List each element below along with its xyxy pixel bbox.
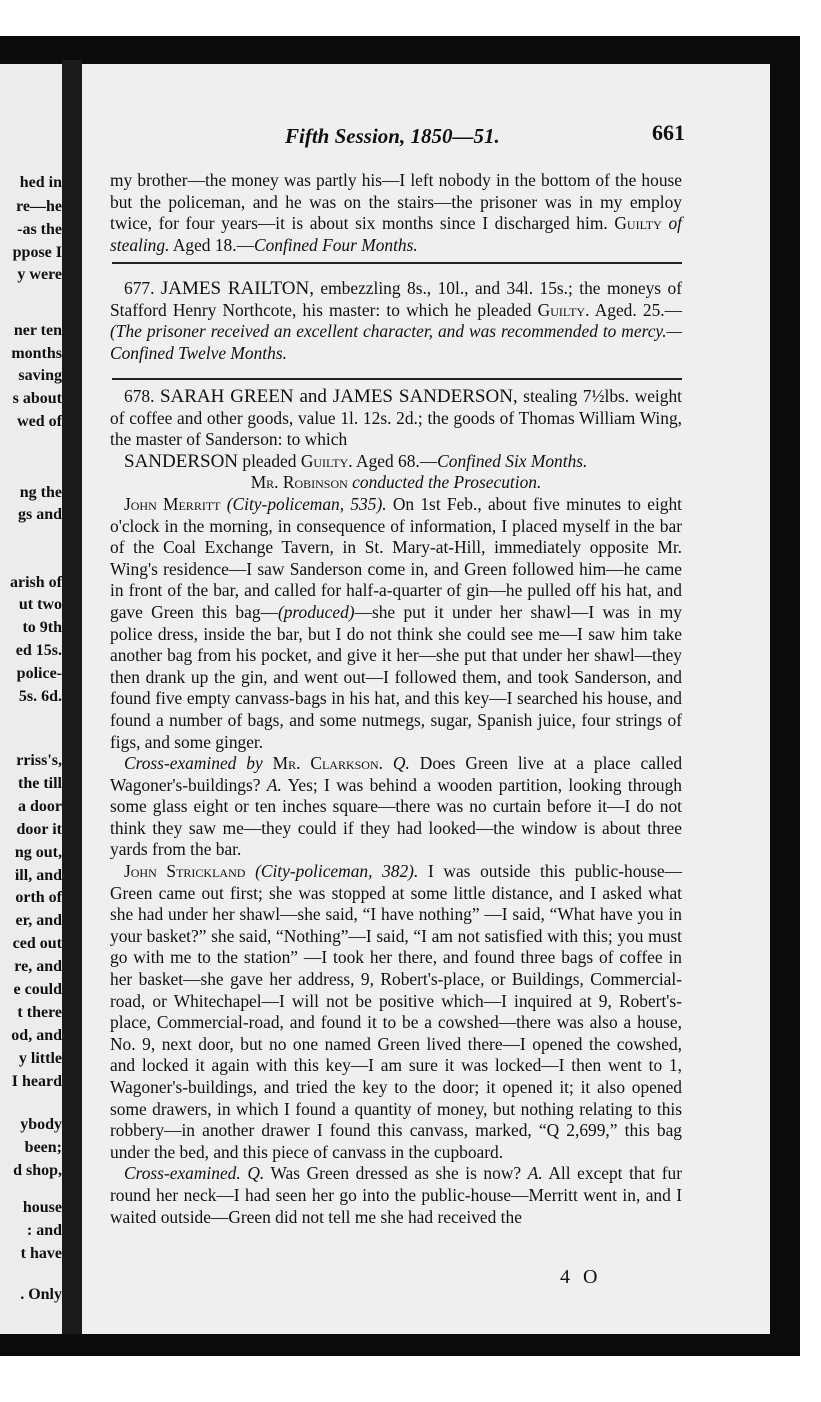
case-676-sentence: Confined Four Months. (253, 234, 418, 255)
case-divider (112, 262, 682, 264)
cross-exam-label-2: Cross-examined. (124, 1163, 241, 1184)
case-677-note: (The prisoner received an excellent character, and was recommended to mercy.—Confined Twelve Months. (110, 321, 682, 363)
case-divider (112, 378, 682, 380)
facing-page-fragment: ng out, (14, 844, 62, 861)
case-677-age: Aged. 25.— (594, 299, 683, 320)
cross-exam-label: Cross-examined by (124, 753, 263, 774)
cross-exam-answer: Yes; I was behind a wooden partition, looking through some glass eight or ten inches square—there was no curtain before it—I do not think they saw me—they could if they had looked—the window is about three yards from the bar. (110, 774, 682, 860)
scan-shadow-top (0, 36, 800, 64)
case-678-number: 678. (124, 386, 155, 406)
session-title: Fifth Session, 1850—51. (285, 124, 500, 148)
facing-page-fragment: re—he (16, 198, 62, 215)
case-678-plea: Guilty. (300, 450, 353, 471)
facing-page-fragment: door it (16, 821, 62, 838)
facing-page-fragment: wed of (17, 413, 62, 430)
produced-note: (produced) (277, 601, 355, 622)
case-677-number: 677. (124, 278, 155, 298)
answer-marker-2: A. (527, 1163, 543, 1184)
facing-page-fragment: s about (12, 390, 62, 407)
facing-page-fragment: y little (18, 1050, 62, 1067)
case-676-verdict-suffix: of stealing. (110, 213, 682, 255)
facing-page-fragment: saving (18, 367, 62, 384)
case-676-text: my brother—the money was partly his—I left nobody in the bottom of the house but the policeman, and he was on the stairs—the prisoner was in my employ twice, for four years—it is about six months since I discharged him. (110, 170, 682, 234)
facing-page-fragment: 5s. 6d. (18, 688, 62, 705)
case-678-plea-prefix: pleaded (242, 450, 297, 471)
witness-merritt-role: (City-policeman, 535). (226, 493, 387, 514)
case-678-defendant: SANDERSON (124, 450, 239, 472)
facing-page-fragment: e could (13, 981, 62, 998)
page-number: 661 (652, 120, 685, 145)
facing-page-fragment: : and (26, 1222, 62, 1239)
witness-strickland-text: I was outside this public-house—Green came out first; she was stopped at some little distance, and I asked what she had under her shawl—she said, “I have nothing” —I said, “What have you in your basket?” she said, “Nothing”—I said, “I am not satisfied with this; you must go with me to the station” —I took her there, and found three bags of coffee in her basket—she gave her address, 9, Robert's-place, or Buildings, Commercial-road, or Whitechapel—I will not be positive which—I inquired at 9, Robert's-place, Commercial-road, and found it to be a cowshed—there was also a house, No. 9, next door, but no one named Green lived there—I opened the cowshed, and locked it again with this key—I am sure it was locked—I then went to 1, Wagoner's-buildings, and tried the key to the door; it opened it; it also opened some drawers, in which I found a quantity of money, but nothing relating to this robbery—in another drawer I found this canvass, marked, “Q 2,699,” this bag under the bed, and this piece of canvass in the cupboard. (110, 861, 682, 1162)
scan-shadow-bottom (0, 1334, 800, 1356)
case-678 (110, 386, 682, 1228)
case-677-name: JAMES RAILTON, (160, 278, 314, 299)
witness-strickland-name: John Strickland (124, 861, 246, 882)
facing-page-fragment: ng the (19, 484, 62, 501)
question-marker: Q. (392, 753, 410, 774)
witness-merritt-name: John Merritt (124, 493, 221, 514)
facing-page-fragment: ill, and (14, 867, 62, 884)
case-676-verdict: Guilty (614, 213, 662, 234)
facing-page-fragment: been; (24, 1139, 62, 1156)
facing-page-fragment: house (22, 1199, 62, 1216)
facing-page-fragment: y were (17, 266, 62, 283)
facing-page-fragment: re, and (14, 958, 62, 975)
facing-page-fragment: od, and (11, 1027, 62, 1044)
case-678-age: Aged 68.— (356, 450, 438, 471)
case-676-age: Aged 18.— (172, 234, 254, 255)
case-676-end (110, 170, 682, 256)
witness-strickland-role: (City-policeman, 382). (255, 861, 419, 882)
facing-page-fragment: ut two (18, 596, 62, 613)
signature-mark: 4 O (560, 1266, 602, 1288)
prosecution-note: conducted the Prosecution. (352, 472, 542, 493)
facing-page (0, 64, 64, 1336)
cross-exam-question-2: Was Green dressed as she is now? (270, 1163, 522, 1184)
facing-page-fragment: ppose I (12, 244, 62, 261)
case-677-plea: Guilty. (537, 299, 590, 320)
facing-page-fragment: months (11, 345, 62, 362)
answer-marker: A. (266, 774, 282, 795)
witness-merritt-text-2: —she put it under her shawl—I was in my police dress, inside the bar, but I do not think she could see me—I saw him take another bag from his pocket, and give it her—she put that under her shawl—they then drank up the gin, and went out—I followed them, and took Sanderson, and found five empty canvass-bags in his hat, and this key—I searched his house, and found a number of bags, and some nutmegs, sugar, Spanish juice, four strings of figs, and some ginger. (110, 601, 683, 752)
facing-page-fragment: rriss's, (16, 752, 62, 769)
facing-page-fragment: -as the (17, 221, 62, 238)
facing-page-fragment: ced out (12, 935, 62, 952)
facing-page-fragment: d shop, (13, 1162, 62, 1179)
facing-page-fragment: ner ten (13, 322, 62, 339)
cross-exam-counsel: Mr. Clarkson. (272, 753, 383, 774)
question-marker-2: Q. (247, 1163, 265, 1184)
facing-page-fragment: er, and (15, 912, 62, 929)
facing-page-fragment: hed in (19, 174, 62, 191)
facing-page-fragment: arish of (10, 574, 62, 591)
facing-page-fragment: orth of (15, 889, 62, 906)
case-677-charge: embezzling 8s., 10l., and 34l. 15s.; the moneys of Stafford Henry Northcote, his master: to which he pleaded (110, 278, 682, 320)
case-677 (110, 278, 682, 364)
facing-page-fragment: to 9th (22, 619, 62, 636)
facing-page-fragment: the till (18, 775, 62, 792)
book-spine (62, 60, 82, 1340)
case-678-charge: stealing 7½lbs. weight of coffee and other goods, value 1l. 12s. 2d.; the goods of Thomas William Wing, the master of Sanderson: to which (110, 386, 682, 450)
case-678-name: SARAH GREEN and JAMES SANDERSON, (159, 386, 518, 407)
facing-page-fragment: t have (20, 1245, 62, 1262)
facing-page-fragment: I heard (11, 1073, 62, 1090)
cross-exam-question: Does Green live at a place called Wagoner's-buildings? (110, 753, 683, 795)
cross-exam-answer-2: All except that fur round her neck—I had seen her go into the public-house—Merritt went in, and I waited outside—Green did not tell me she had received the (110, 1163, 683, 1227)
facing-page-fragment: police- (16, 665, 62, 682)
facing-page-fragment: t there (17, 1004, 62, 1021)
witness-merritt-text: On 1st Feb., about five minutes to eight o'clock in the morning, in consequence of information, I placed myself in the bar of the Coal Exchange Tavern, in St. Mary-at-Hill, immediately opposite Mr. Wing's residence—I saw Sanderson come in, and Green followed him—he came in front of the bar, and called for half-a-quarter of gin—he pulled off his hat, and gave Green this bag— (110, 493, 682, 622)
facing-page-fragment: . Only (20, 1286, 62, 1303)
facing-page-fragment: a door (18, 798, 62, 815)
facing-page-fragment: ybody (20, 1116, 62, 1133)
scan-shadow-right (770, 36, 800, 1356)
case-678-sentence: Confined Six Months. (437, 450, 588, 471)
facing-page-fragment: ed 15s. (15, 642, 62, 659)
prosecution-counsel: Mr. Robinson (250, 472, 348, 493)
facing-page-fragment: gs and (17, 506, 62, 523)
